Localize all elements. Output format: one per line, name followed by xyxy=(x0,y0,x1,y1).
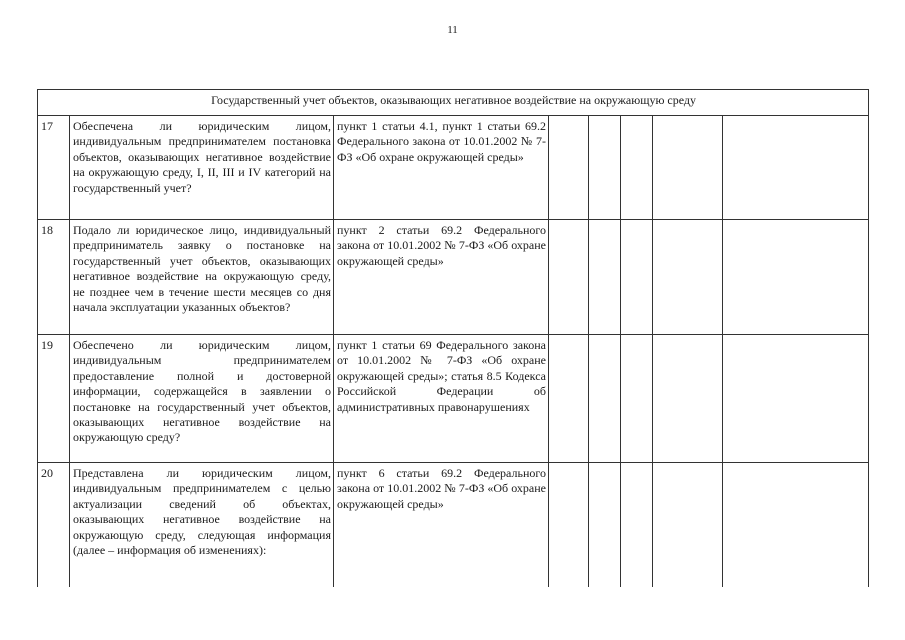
answer-cell-yes xyxy=(549,116,589,220)
row-question: Обеспечено ли юридическим лицом, индивидуальным предпринимателем предоставление полной и достоверной информации, содержащейся в заявлении о постановке на государственный учет объектов, оказывающих негативное воздействие на окружающую среду? xyxy=(70,335,334,463)
answer-cell-extra xyxy=(653,116,723,220)
row-legal-basis: пункт 2 статьи 69.2 Федерального закона от 10.01.2002 № 7-ФЗ «Об охране окружающей среды» xyxy=(334,220,549,335)
row-number: 18 xyxy=(38,220,70,335)
row-legal-basis: пункт 1 статьи 4.1, пункт 1 статьи 69.2 Федерального закона от 10.01.2002 № 7-ФЗ «Об охране окружающей среды» xyxy=(334,116,549,220)
answer-cell-extra xyxy=(653,463,723,587)
answer-cell-no xyxy=(589,463,621,587)
answer-cell-yes xyxy=(549,463,589,587)
answer-cell-yes xyxy=(549,220,589,335)
row-legal-basis: пункт 1 статьи 69 Федерального закона от 10.01.2002 № 7-ФЗ «Об охране окружающей среды»; статья 8.5 Кодекса Российской Федерации об административных правонарушениях xyxy=(334,335,549,463)
answer-cell-na xyxy=(621,220,653,335)
section-header-row xyxy=(38,90,869,116)
answer-cell-na xyxy=(621,463,653,587)
row-legal-basis: пункт 6 статьи 69.2 Федерального закона от 10.01.2002 № 7-ФЗ «Об охране окружающей среды» xyxy=(334,463,549,587)
notes-cell xyxy=(723,116,869,220)
page-number: 11 xyxy=(447,24,458,36)
row-question: Обеспечена ли юридическим лицом, индивидуальным предпринимателем постановка объектов, оказывающих негативное воздействие на окружающую среду, I, II, III и IV категорий на государственный учет? xyxy=(70,116,334,220)
answer-cell-na xyxy=(621,335,653,463)
checklist-table xyxy=(37,89,869,587)
section-title: Государственный учет объектов, оказывающих негативное воздействие на окружающую среду xyxy=(38,90,869,116)
table-row xyxy=(38,220,869,335)
notes-cell xyxy=(723,220,869,335)
answer-cell-yes xyxy=(549,335,589,463)
answer-cell-extra xyxy=(653,335,723,463)
answer-cell-no xyxy=(589,220,621,335)
table-row xyxy=(38,335,869,463)
row-number: 17 xyxy=(38,116,70,220)
answer-cell-na xyxy=(621,116,653,220)
notes-cell xyxy=(723,463,869,587)
answer-cell-no xyxy=(589,335,621,463)
row-question: Подало ли юридическое лицо, индивидуальный предприниматель заявку о постановке на государственный учет объектов, оказывающих негативное воздействие на окружающую среду, не позднее чем в течение шести месяцев со дня начала эксплуатации указанных объектов? xyxy=(70,220,334,335)
row-question: Представлена ли юридическим лицом, индивидуальным предпринимателем с целью актуализации сведений об объектах, оказывающих негативное воздействие на окружающую среду, следующая информация (далее – информация об изменениях): xyxy=(70,463,334,587)
answer-cell-extra xyxy=(653,220,723,335)
table-row xyxy=(38,116,869,220)
notes-cell xyxy=(723,335,869,463)
table-row xyxy=(38,463,869,587)
answer-cell-no xyxy=(589,116,621,220)
row-number: 20 xyxy=(38,463,70,587)
row-number: 19 xyxy=(38,335,70,463)
